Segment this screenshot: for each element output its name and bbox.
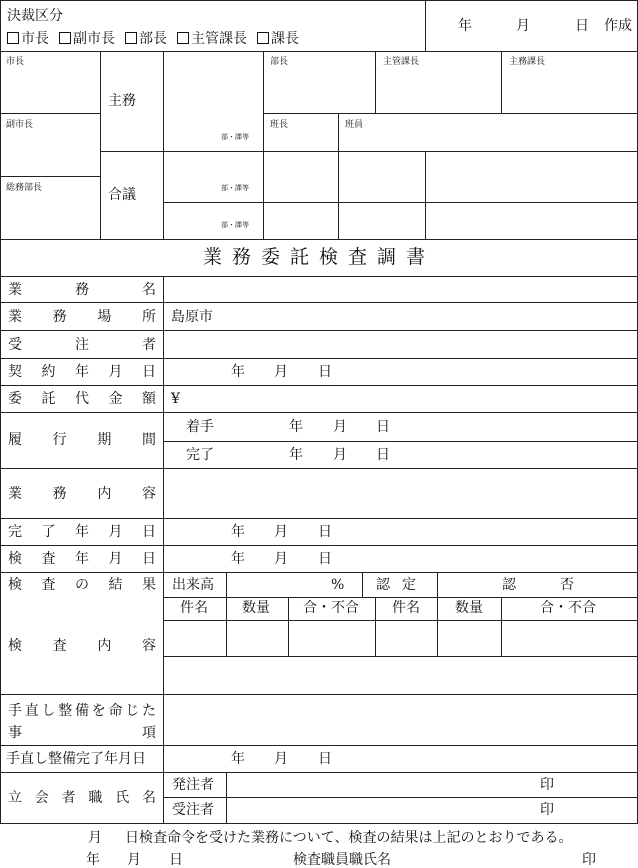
keiyaku-tsuki: 月: [274, 364, 288, 380]
label-tenaoshi-line2: 事 項: [8, 725, 156, 741]
approval-bu-ka-1: 部・課等: [221, 133, 249, 141]
tenaoshi-tsuki: 月: [274, 751, 288, 767]
col-gohi-1: 合・不合: [303, 600, 359, 616]
kanryo-date-tsuki: 月: [274, 524, 288, 540]
checkbox-icon: [125, 32, 137, 44]
label-kanryo: 完了: [186, 447, 214, 463]
checkbox-icon: [177, 32, 189, 44]
kanryo-hi: 日: [376, 447, 390, 463]
kensa-date-tsuki: 月: [274, 551, 288, 567]
label-keiyaku-date: 契 約 年 月 日: [8, 364, 156, 380]
tenaoshi-hi: 日: [318, 751, 332, 767]
label-hacchusha: 発注者: [172, 777, 214, 793]
approval-bu-ka-3: 部・課等: [221, 221, 249, 229]
kanryo-tsuki: 月: [333, 447, 347, 463]
approval-somubucho: 総務部長: [6, 183, 43, 193]
label-chakushu: 着手: [186, 419, 214, 435]
approval-shicho: 市長: [6, 57, 25, 67]
label-ninhi: 認 否: [502, 577, 574, 593]
approval-shumu: 主務: [108, 93, 136, 109]
chakushu-hi: 日: [376, 419, 390, 435]
label-tenaoshi-line1: 手 直 し 整 備 を 命 じ た: [8, 703, 156, 719]
approval-bucho: 部長: [270, 57, 289, 67]
approval-shukan-kacho: 主管課長: [383, 57, 420, 67]
label-kensa-date: 検 査 年 月 日: [8, 551, 156, 567]
approval-shumu-kacho: 主務課長: [509, 57, 546, 67]
label-gyomu-basho: 業 務 場 所: [8, 309, 156, 325]
keiyaku-nen: 年: [231, 364, 245, 380]
date-hi: 日: [575, 18, 589, 34]
checkbox-icon: [59, 32, 71, 44]
col-kenmei-1: 件名: [180, 600, 208, 616]
chakushu-tsuki: 月: [333, 419, 347, 435]
date-tsuki: 月: [516, 18, 530, 34]
footer-hi: 日: [169, 852, 183, 868]
approval-bu-ka-2: 部・課等: [221, 184, 249, 192]
label-gyomu-naiyo: 業 務 内 容: [8, 486, 156, 502]
seal-juchusha: 印: [540, 802, 554, 818]
keiyaku-hi: 日: [318, 364, 332, 380]
label-itaku-kingaku: 委 託 代 金 額: [8, 391, 156, 407]
col-suryo-1: 数量: [242, 600, 270, 616]
tenaoshi-nen: 年: [231, 751, 245, 767]
footer-inspector-label: 検査職員職氏名: [293, 852, 391, 868]
kensa-date-hi: 日: [318, 551, 332, 567]
percent-sign: %: [331, 577, 345, 593]
kessai-options: [7, 32, 309, 46]
approval-hanin: 班員: [345, 120, 364, 130]
yen-sign: ¥: [171, 391, 180, 407]
chakushu-nen: 年: [289, 419, 303, 435]
date-sakusei: 作成: [604, 18, 632, 34]
kanryo-nen: 年: [289, 447, 303, 463]
kessai-kubun-label: 決裁区分: [7, 8, 63, 24]
label-juchusha-witness: 受注者: [172, 802, 214, 818]
label-rikou-kikan: 履 行 期 間: [8, 432, 156, 448]
value-gyomu-basho: 島原市: [171, 309, 213, 325]
footer-tsuki: 月: [88, 830, 102, 846]
checkbox-icon: [257, 32, 269, 44]
label-tenaoshi-kanryo: 手直し整備完了年月日: [6, 751, 146, 767]
checkbox-bucho[interactable]: 部長: [125, 31, 167, 47]
col-kenmei-2: 件名: [392, 600, 420, 616]
label-dekidaka: 出来高: [172, 577, 214, 593]
col-gohi-2: 合・不合: [540, 600, 596, 616]
label-tachiai: 立 会 者 職 氏 名: [8, 790, 156, 806]
col-suryo-2: 数量: [455, 600, 483, 616]
label-kensa-naiyo: 検 査 内 容: [8, 638, 156, 654]
footer-nen: 年: [86, 852, 100, 868]
approval-fukushicho: 副市長: [6, 120, 34, 130]
checkbox-icon: [7, 32, 19, 44]
label-kensa-kekka: 検 査 の 結 果: [8, 577, 156, 593]
label-nintei: 認 定: [376, 577, 416, 593]
checkbox-shicho[interactable]: 市長: [7, 31, 49, 47]
footer-seal: 印: [582, 852, 596, 868]
label-kanryo-date: 完 了 年 月 日: [8, 524, 156, 540]
page-title: 業務委託検査調書: [202, 246, 435, 268]
checkbox-shukan-kacho[interactable]: 主管課長: [177, 31, 247, 47]
footer-tsuki2: 月: [127, 852, 141, 868]
kanryo-date-nen: 年: [231, 524, 245, 540]
kensa-date-nen: 年: [231, 551, 245, 567]
footer-statement: 日検査命令を受けた業務について、検査の結果は上記のとおりである。: [125, 830, 573, 846]
checkbox-fukushicho[interactable]: 副市長: [59, 31, 115, 47]
approval-hancho: 班長: [270, 120, 289, 130]
label-gyomu-mei: 業 務 名: [8, 282, 156, 298]
approval-gogi: 合議: [108, 187, 136, 203]
label-juchusha: 受 注 者: [8, 337, 156, 353]
kanryo-date-hi: 日: [318, 524, 332, 540]
checkbox-kacho[interactable]: 課長: [257, 31, 299, 47]
date-nen: 年: [458, 18, 472, 34]
seal-hacchusha: 印: [540, 777, 554, 793]
